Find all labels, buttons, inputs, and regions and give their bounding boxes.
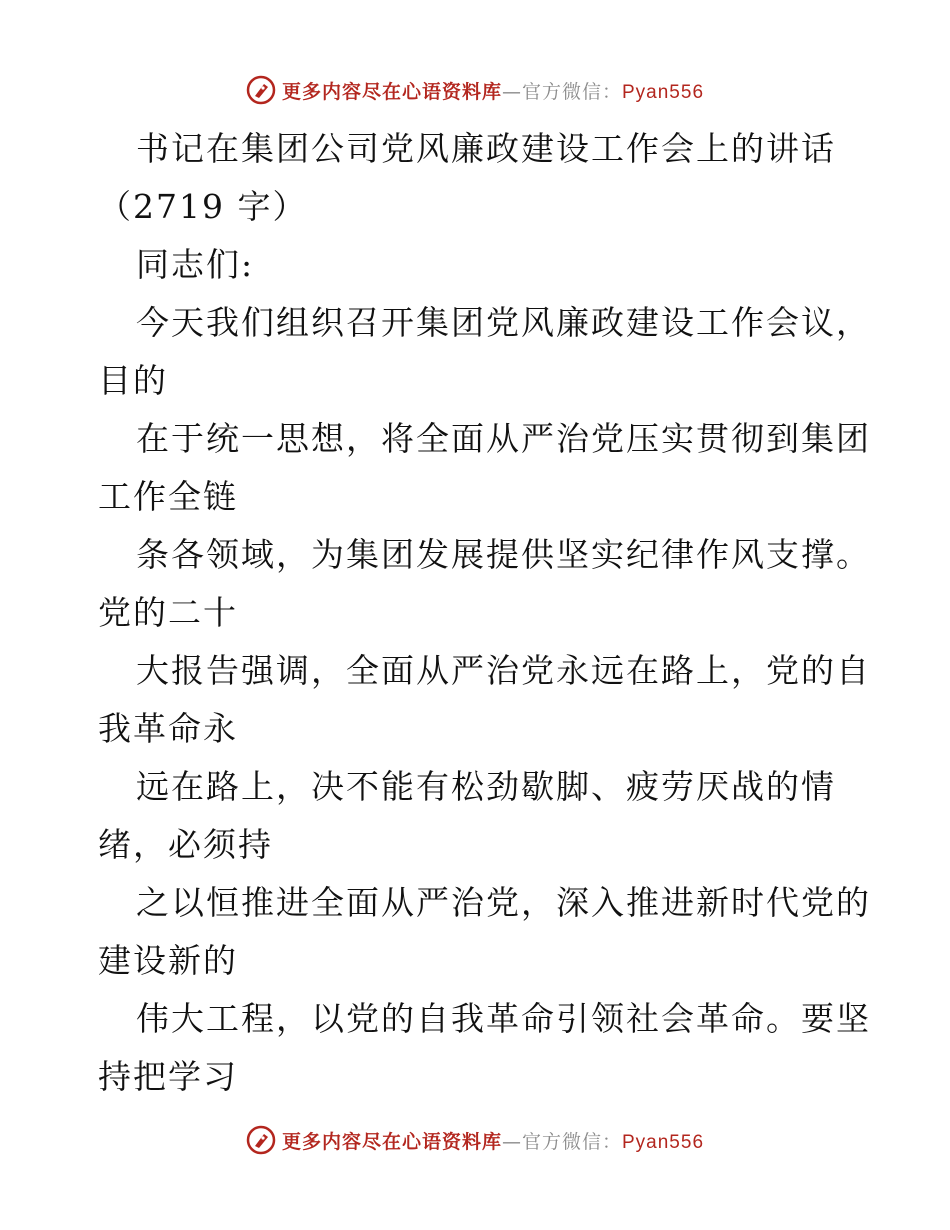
text-line: 伟大工程，以党的自我革命引领社会革命。要坚: [136, 999, 871, 1038]
text-line: 之以恒推进全面从严治党，深入推进新时代党的: [136, 883, 871, 922]
banner-text: [282, 1127, 704, 1154]
text-line: 绪，必须持: [98, 825, 273, 864]
pen-nib-logo-icon: [246, 1125, 276, 1155]
footer-banner: [0, 1120, 950, 1160]
banner-separator: —: [501, 1130, 522, 1153]
banner-wechat-id: Pyan556: [622, 81, 705, 103]
header-banner: [0, 70, 950, 110]
text-line: 工作全链: [98, 477, 238, 516]
text-line: 党的二十: [98, 593, 238, 632]
document-title: 书记在集团公司党风廉政建设工作会上的讲话: [136, 129, 836, 168]
banner-main-text: 更多内容尽在心语资料库: [281, 80, 502, 103]
text-line: 远在路上，决不能有松劲歇脚、疲劳厌战的情: [136, 767, 836, 806]
salutation: 同志们:: [136, 245, 255, 284]
text-line: 持把学习: [98, 1057, 238, 1096]
text-line: 建设新的: [98, 941, 238, 980]
banner-wechat-label: 官方微信：: [521, 1130, 622, 1153]
text-line: 今天我们组织召开集团党风廉政建设工作会议，: [136, 303, 871, 342]
banner-main-text: 更多内容尽在心语资料库: [281, 1130, 502, 1153]
document-body: [98, 120, 871, 1106]
text-line: 我革命永: [98, 709, 238, 748]
text-line: 大报告强调，全面从严治党永远在路上，党的自: [136, 651, 871, 690]
pen-nib-logo-icon: [246, 75, 276, 105]
text-line: 目的: [98, 361, 168, 400]
word-count: （2719 字）: [98, 187, 308, 226]
banner-separator: —: [501, 80, 522, 103]
banner-wechat-id: Pyan556: [622, 1131, 705, 1153]
text-line: 条各领域，为集团发展提供坚实纪律作风支撑。: [136, 535, 871, 574]
text-line: 在于统一思想，将全面从严治党压实贯彻到集团: [136, 419, 871, 458]
banner-wechat-label: 官方微信：: [521, 80, 622, 103]
banner-text: [282, 77, 704, 104]
